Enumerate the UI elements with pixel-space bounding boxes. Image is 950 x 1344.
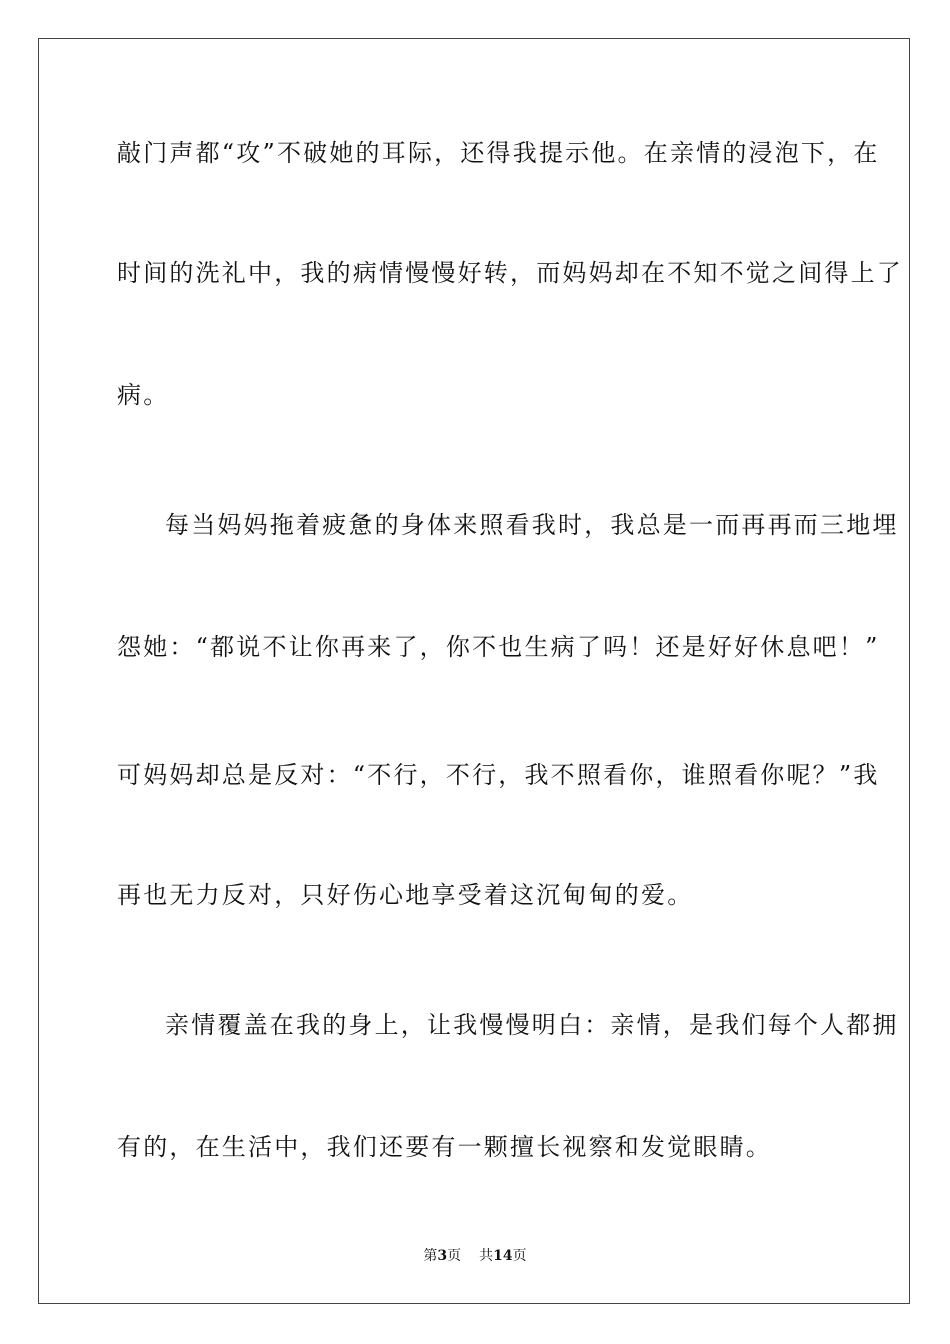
paragraph-line-8: 亲情覆盖在我的身上，让我慢慢明白：亲情，是我们每个人都拥 xyxy=(165,1011,899,1039)
paragraph-line-9: 有的，在生活中，我们还要有一颗擅长视察和发觉眼睛。 xyxy=(117,1133,772,1161)
paragraph-line-4: 每当妈妈拖着疲惫的身体来照看我时，我总是一而再再而三地埋 xyxy=(165,511,899,539)
page-footer xyxy=(0,1247,950,1265)
paragraph-line-1: 敲门声都“攻”不破她的耳际，还得我提示他。在亲情的浸泡下，在 xyxy=(117,139,880,167)
total-pages: 14 xyxy=(493,1248,513,1264)
paragraph-line-2: 时间的洗礼中，我的病情慢慢好转，而妈妈却在不知不觉之间得上了 xyxy=(117,259,903,287)
paragraph-line-5: 怨她：“都说不让你再来了，你不也生病了吗！还是好好休息吧！” xyxy=(117,633,880,661)
total-prefix: 共 xyxy=(479,1248,494,1264)
total-suffix: 页 xyxy=(512,1248,527,1264)
page-suffix: 页 xyxy=(447,1248,462,1264)
paragraph-line-6: 可妈妈却总是反对：“不行，不行，我不照看你，谁照看你呢？”我 xyxy=(117,761,880,789)
page-prefix: 第 xyxy=(423,1248,438,1264)
page-number: 3 xyxy=(437,1248,448,1264)
paragraph-line-7: 再也无力反对，只好伤心地享受着这沉甸甸的爱。 xyxy=(117,881,694,909)
page-border xyxy=(38,38,910,1304)
paragraph-line-3: 病。 xyxy=(117,381,170,409)
